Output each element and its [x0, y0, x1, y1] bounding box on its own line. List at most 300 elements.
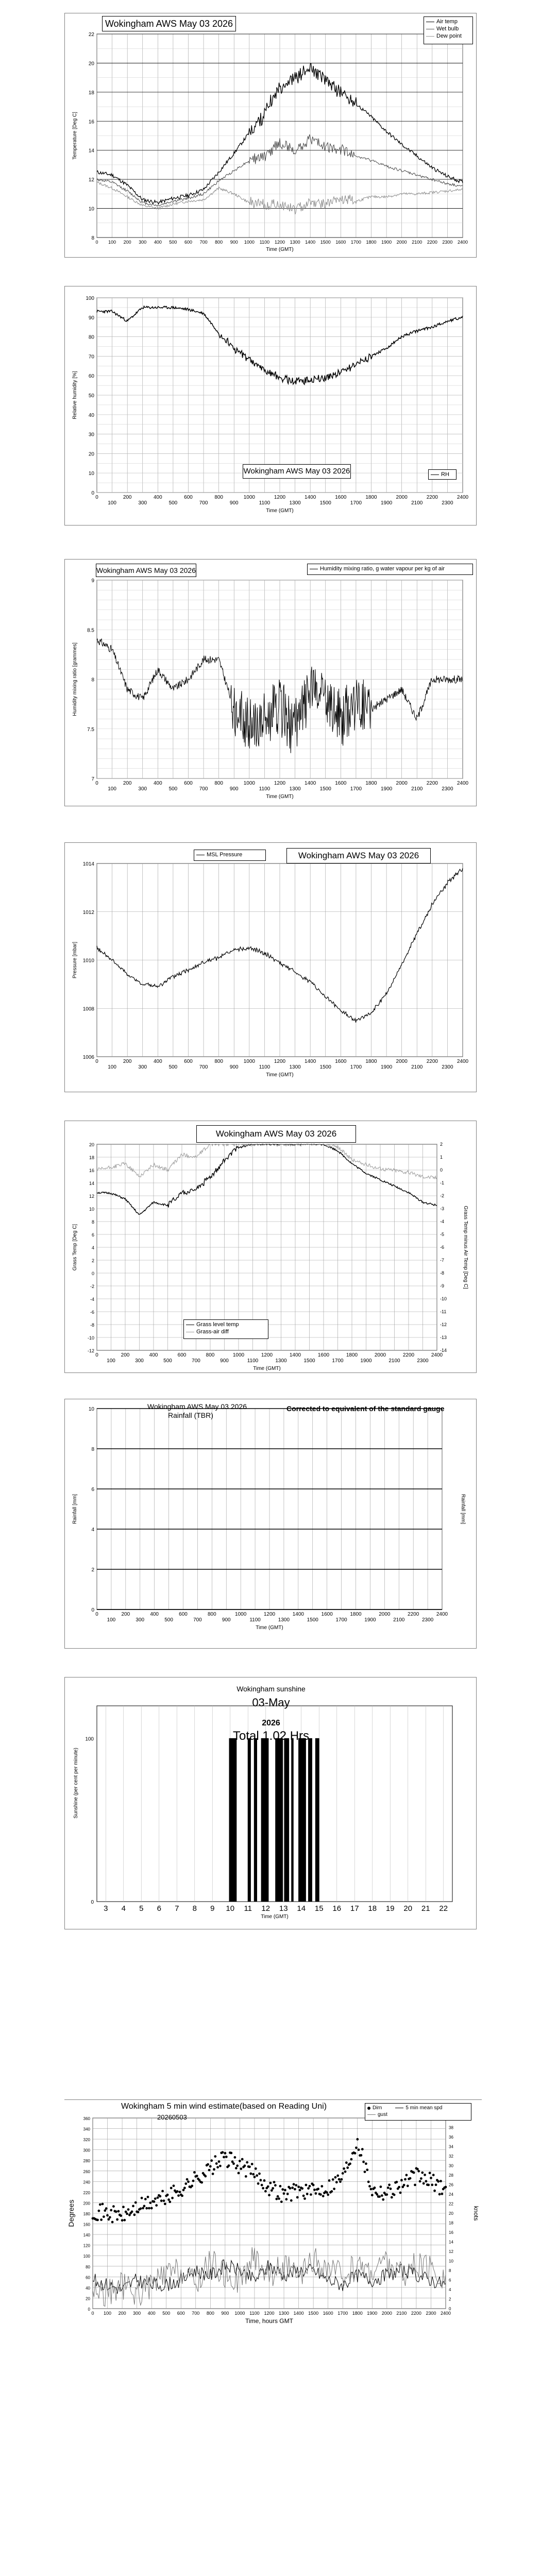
y-tick-label: 1012 — [82, 909, 94, 916]
direction-point — [110, 2209, 112, 2212]
pressure-chart — [65, 843, 477, 1093]
direction-point — [368, 2185, 371, 2188]
direction-point — [295, 2184, 297, 2187]
x-tick-label: 1700 — [332, 1358, 344, 1364]
x-tick-label: 1000 — [234, 2311, 245, 2316]
direction-point — [123, 2219, 126, 2222]
y-tick-label: 18 — [88, 90, 94, 96]
direction-point — [437, 2180, 439, 2183]
direction-point — [214, 2155, 216, 2158]
direction-point — [210, 2159, 213, 2162]
y-tick-label: 8 — [91, 235, 94, 241]
x-tick-label: 1200 — [263, 1612, 276, 1617]
y2-tick-label: 10 — [449, 2259, 453, 2264]
direction-point — [155, 2204, 158, 2207]
y-tick-label: 8 — [91, 677, 94, 683]
direction-point — [291, 2187, 294, 2189]
x-tick-label: 1500 — [319, 500, 331, 506]
x-tick-label: 1100 — [259, 500, 270, 506]
legend-wet-bulb: Wet bulb — [436, 26, 459, 32]
direction-point — [106, 2214, 109, 2217]
x-tick-label: 800 — [207, 1612, 216, 1617]
direction-point — [213, 2168, 215, 2171]
legend-dew-point: Dew point — [436, 33, 462, 39]
direction-point — [289, 2187, 292, 2190]
y-tick-label: 16 — [88, 119, 94, 125]
direction-point — [108, 2218, 110, 2221]
y-tick-label: 8.5 — [87, 628, 94, 634]
direction-point — [139, 2208, 142, 2210]
y-axis-label: Grass Temp [Deg C] — [72, 1224, 78, 1271]
x-tick-label: 700 — [199, 240, 208, 245]
x-tick-label: 900 — [222, 1617, 231, 1623]
direction-point — [192, 2180, 195, 2182]
x-tick-label: 2000 — [381, 2311, 392, 2316]
sunshine-bar — [261, 1738, 268, 1902]
x-tick-label: 1600 — [335, 240, 346, 245]
y-tick-label: 10 — [88, 1406, 94, 1412]
x-tick-label: 11 — [244, 1904, 252, 1913]
sunshine-bar — [248, 1738, 250, 1902]
y2-tick-label: 2 — [440, 1142, 443, 1147]
direction-point — [307, 2187, 310, 2190]
x-tick-label: 2400 — [457, 1059, 469, 1064]
y-tick-label: 30 — [88, 432, 94, 438]
y-tick-label: 4 — [91, 1245, 94, 1250]
y-tick-label: 10 — [89, 1207, 94, 1212]
y2-tick-label: 12 — [449, 2249, 453, 2254]
direction-point — [150, 2207, 153, 2210]
direction-point — [370, 2188, 373, 2191]
direction-point — [264, 2190, 267, 2193]
mixing-ratio-chart — [65, 560, 477, 807]
x-tick-label: 1800 — [365, 1059, 377, 1064]
direction-point — [404, 2178, 407, 2181]
direction-point — [388, 2183, 391, 2186]
direction-point — [103, 2215, 105, 2218]
x-tick-label: 3 — [104, 1904, 108, 1913]
y-tick-label: 220 — [83, 2190, 90, 2195]
direction-point — [381, 2194, 383, 2197]
y-tick-label: 120 — [83, 2243, 90, 2248]
direction-point — [253, 2176, 256, 2178]
chart-title: Wokingham AWS May 03 2026 — [147, 1402, 247, 1411]
x-tick-label: 900 — [229, 786, 239, 792]
y2-tick-label: 16 — [449, 2230, 453, 2235]
y-tick-label: 340 — [83, 2127, 90, 2132]
x-tick-label: 1100 — [249, 2311, 260, 2316]
direction-point — [256, 2174, 258, 2177]
y2-tick-label: 8 — [449, 2268, 451, 2273]
chart-title: Wokingham AWS May 03 2026 — [196, 1125, 356, 1143]
x-tick-label: 1400 — [292, 1612, 304, 1617]
direction-point — [235, 2167, 238, 2170]
direction-point — [283, 2192, 285, 2195]
x-tick-label: 1100 — [259, 786, 270, 792]
chart-year: 2026 — [262, 1719, 280, 1727]
direction-point — [391, 2196, 393, 2199]
direction-point — [435, 2183, 437, 2186]
x-tick-label: 2200 — [426, 495, 438, 500]
y-tick-label: 2 — [91, 1567, 94, 1573]
x-tick-label: 1900 — [360, 1358, 372, 1364]
x-tick-label: 4 — [121, 1904, 126, 1913]
x-tick-label: 300 — [133, 2311, 141, 2316]
x-tick-label: 600 — [184, 781, 193, 786]
direction-point — [365, 2162, 367, 2165]
direction-point — [294, 2188, 296, 2191]
direction-point — [380, 2185, 382, 2188]
direction-point — [143, 2205, 146, 2208]
x-tick-label: 1000 — [235, 1612, 247, 1617]
direction-point — [431, 2183, 433, 2186]
x-tick-label: 0 — [95, 781, 98, 786]
x-axis-label: Time (GMT) — [266, 247, 294, 252]
x-tick-label: 1600 — [335, 495, 347, 500]
y2-tick-label: 2 — [449, 2297, 451, 2302]
x-tick-label: 200 — [121, 1352, 130, 1358]
pressure-chart-panel — [64, 842, 477, 1092]
x-tick-label: 1200 — [274, 781, 286, 786]
chart-legend — [183, 1319, 268, 1339]
x-tick-label: 200 — [123, 1059, 132, 1064]
x-tick-label: 900 — [220, 1358, 229, 1364]
x-tick-label: 900 — [221, 2311, 229, 2316]
x-tick-label: 600 — [184, 495, 193, 500]
y-tick-label: 20 — [89, 1142, 94, 1147]
legend-grass-air-diff: Grass-air diff — [196, 1329, 229, 1335]
y-tick-label: 22 — [88, 32, 94, 38]
x-tick-label: 500 — [163, 1358, 172, 1364]
x-tick-label: 400 — [153, 1059, 162, 1064]
direction-point — [309, 2185, 311, 2188]
x-tick-label: 700 — [199, 500, 208, 506]
x-tick-label: 2400 — [457, 781, 469, 786]
direction-point — [286, 2193, 289, 2195]
x-tick-label: 600 — [177, 2311, 185, 2316]
x-tick-label: 2100 — [388, 1358, 400, 1364]
x-tick-label: 1700 — [350, 786, 362, 792]
y2-tick-label: 28 — [449, 2173, 453, 2178]
direction-point — [416, 2168, 419, 2171]
x-tick-label: 800 — [206, 2311, 214, 2316]
y-tick-label: 50 — [88, 393, 94, 399]
y-axis-label: Relative humidity [%] — [72, 371, 78, 419]
x-tick-label: 1900 — [380, 500, 393, 506]
x-tick-label: 1900 — [381, 240, 392, 245]
x-tick-label: 600 — [179, 1612, 188, 1617]
direction-point — [355, 2146, 358, 2149]
direction-point — [232, 2162, 235, 2165]
direction-point — [270, 2189, 273, 2192]
direction-point — [277, 2195, 279, 2198]
x-tick-label: 1000 — [243, 1059, 255, 1064]
direction-point — [246, 2161, 248, 2164]
x-tick-label: 1300 — [279, 2311, 290, 2316]
x-tick-label: 15 — [314, 1904, 324, 1913]
rainfall-chart-panel — [64, 1399, 477, 1649]
direction-point — [212, 2173, 214, 2175]
y2-tick-label: 1 — [440, 1155, 443, 1160]
x-tick-label: 2000 — [396, 240, 407, 245]
chart-title: Wokingham AWS May 03 2026 — [96, 564, 196, 577]
direction-point — [258, 2173, 261, 2175]
y-tick-label: 140 — [83, 2233, 90, 2238]
sunshine-bar — [292, 1738, 293, 1902]
sunshine-bar — [254, 1738, 257, 1902]
legend-air-temp: Air temp — [436, 19, 458, 25]
direction-point — [376, 2193, 378, 2196]
direction-point — [310, 2193, 312, 2196]
x-tick-label: 2100 — [393, 1617, 405, 1623]
direction-point — [439, 2180, 442, 2182]
x-tick-label: 2000 — [379, 1612, 391, 1617]
direction-point — [420, 2177, 422, 2180]
x-tick-label: 500 — [168, 786, 178, 792]
y-tick-label: 320 — [83, 2138, 90, 2143]
x-tick-label: 200 — [118, 2311, 126, 2316]
chart-title: Wokingham AWS May 03 2026 — [102, 16, 236, 31]
y-tick-label: 40 — [86, 2285, 90, 2291]
x-tick-label: 1300 — [289, 1064, 301, 1070]
direction-point — [361, 2148, 364, 2150]
x-tick-label: 1100 — [259, 240, 270, 245]
direction-point — [358, 2148, 360, 2151]
x-tick-label: 1300 — [278, 1617, 290, 1623]
x-tick-label: 700 — [199, 786, 208, 792]
chart-legend — [365, 2103, 471, 2121]
x-tick-label: 2400 — [457, 240, 468, 245]
y-tick-label: 360 — [83, 2116, 90, 2121]
x-tick-label: 1700 — [337, 2311, 348, 2316]
direction-point — [280, 2200, 283, 2203]
x-tick-label: 5 — [139, 1904, 144, 1913]
direction-point — [299, 2189, 301, 2192]
y2-tick-label: 20 — [449, 2211, 453, 2216]
y2-tick-label: -12 — [440, 1322, 447, 1327]
y-tick-label: 7.5 — [87, 726, 94, 733]
y-tick-label: 8 — [91, 1219, 94, 1225]
direction-point — [322, 2195, 325, 2197]
y2-tick-label: 22 — [449, 2201, 453, 2207]
x-tick-label: 700 — [192, 1358, 200, 1364]
direction-point — [362, 2161, 365, 2163]
x-tick-label: 700 — [199, 1064, 208, 1070]
direction-point — [371, 2194, 374, 2196]
direction-point — [99, 2204, 102, 2206]
legend-gust: gust — [378, 2112, 387, 2117]
direction-point — [163, 2199, 165, 2202]
y-axis-label: Rainfall [mm] — [72, 1494, 78, 1524]
chart-date: 03-May — [252, 1696, 290, 1709]
y2-tick-label: -7 — [440, 1258, 445, 1263]
sunshine-bar — [229, 1738, 236, 1902]
x-axis-label: Time (GMT) — [266, 1072, 294, 1078]
direction-point — [346, 2166, 349, 2169]
direction-point — [105, 2207, 108, 2210]
direction-point — [126, 2213, 128, 2215]
x-tick-label: 1900 — [380, 1064, 393, 1070]
direction-point — [142, 2207, 144, 2210]
y2-tick-label: 0 — [440, 1167, 443, 1173]
x-tick-label: 2200 — [411, 2311, 421, 2316]
y2-tick-label: 0 — [449, 2307, 451, 2311]
x-tick-label: 100 — [108, 240, 116, 245]
direction-point — [207, 2163, 209, 2166]
temperature-chart — [65, 13, 477, 258]
direction-point — [345, 2161, 348, 2164]
direction-point — [419, 2180, 421, 2183]
direction-point — [413, 2172, 415, 2174]
direction-point — [109, 2216, 111, 2218]
direction-point — [320, 2185, 323, 2188]
direction-point — [344, 2171, 347, 2173]
y-tick-label: 40 — [88, 412, 94, 418]
direction-point — [117, 2210, 120, 2213]
direction-point — [315, 2192, 317, 2195]
x-tick-label: 100 — [104, 2311, 112, 2316]
direction-point — [179, 2191, 181, 2193]
x-tick-label: 100 — [108, 1064, 116, 1070]
y-tick-label: 0 — [91, 1900, 94, 1905]
x-tick-label: 2200 — [426, 781, 438, 786]
x-tick-label: 400 — [150, 1612, 159, 1617]
x-tick-label: 1200 — [274, 1059, 286, 1064]
x-tick-label: 800 — [206, 1352, 215, 1358]
direction-point — [349, 2162, 351, 2165]
x-tick-label: 1700 — [350, 240, 361, 245]
y-tick-label: 20 — [88, 451, 94, 457]
direction-point — [312, 2184, 315, 2187]
y-tick-label: 80 — [86, 2264, 90, 2269]
direction-point — [160, 2199, 163, 2202]
direction-point — [122, 2206, 125, 2208]
chart-title: Wokingham 5 min wind estimate(based on Reading Uni) — [121, 2102, 327, 2111]
sunshine-bar — [276, 1738, 283, 1902]
direction-point — [342, 2172, 344, 2175]
x-tick-label: 0 — [95, 495, 98, 500]
direction-point — [208, 2169, 211, 2172]
x-tick-label: 1800 — [346, 1352, 358, 1358]
direction-point — [293, 2183, 295, 2185]
direction-point — [100, 2218, 103, 2221]
y-tick-label: 0 — [91, 1271, 94, 1276]
direction-point — [238, 2172, 240, 2175]
direction-point — [132, 2205, 134, 2208]
y-tick-label: 100 — [83, 2254, 90, 2259]
x-tick-label: 17 — [350, 1904, 359, 1913]
direction-point — [328, 2179, 331, 2182]
legend-mean-speed: 5 min mean spd — [405, 2105, 443, 2111]
chart-total: Total 1.02 Hrs — [232, 1729, 310, 1743]
direction-point — [148, 2207, 150, 2210]
x-tick-label: 6 — [157, 1904, 161, 1913]
direction-point — [302, 2195, 305, 2197]
direction-point — [336, 2175, 339, 2177]
y2-tick-label: -3 — [440, 1206, 445, 1211]
x-tick-label: 1800 — [365, 495, 377, 500]
chart-title: Wokingham sunshine — [236, 1685, 306, 1693]
y-tick-label: 4 — [91, 1527, 94, 1533]
y-tick-label: 18 — [89, 1155, 94, 1160]
y-tick-label: 10 — [88, 206, 94, 212]
wind-chart-panel — [64, 2099, 482, 2352]
sunshine-chart — [65, 1677, 477, 1930]
x-tick-label: 2000 — [374, 1352, 386, 1358]
x-tick-label: 1700 — [350, 500, 362, 506]
y-tick-label: 2 — [91, 1258, 94, 1263]
direction-point — [159, 2195, 161, 2198]
direction-point — [313, 2189, 316, 2191]
y-tick-label: 6 — [91, 1232, 94, 1238]
direction-point — [403, 2184, 405, 2187]
x-tick-label: 200 — [123, 781, 132, 786]
direction-point — [249, 2173, 252, 2175]
y-tick-label: 9 — [91, 578, 94, 584]
direction-point — [219, 2165, 222, 2167]
x-tick-label: 100 — [107, 1617, 116, 1623]
x-axis-label: Time (GMT) — [266, 794, 294, 800]
sunshine-bar — [309, 1738, 312, 1902]
x-tick-label: 1600 — [335, 1059, 347, 1064]
direction-point — [433, 2190, 436, 2192]
x-tick-label: 900 — [229, 1064, 239, 1070]
direction-point — [374, 2187, 376, 2189]
x-tick-label: 2200 — [408, 1612, 419, 1617]
x-tick-label: 20 — [403, 1904, 413, 1913]
direction-point — [339, 2180, 342, 2183]
direction-point — [177, 2194, 180, 2197]
direction-point — [332, 2178, 334, 2181]
direction-point — [281, 2188, 284, 2191]
direction-point — [354, 2152, 357, 2155]
y-tick-label: 200 — [83, 2201, 90, 2206]
x-tick-label: 2100 — [411, 500, 423, 506]
x-tick-label: 1600 — [323, 2311, 333, 2316]
direction-point — [167, 2198, 170, 2201]
direction-point — [257, 2182, 260, 2185]
x-tick-label: 500 — [169, 240, 177, 245]
direction-point — [244, 2164, 246, 2167]
x-tick-label: 400 — [153, 781, 162, 786]
y-tick-label: -10 — [87, 1335, 94, 1341]
direction-point — [405, 2174, 408, 2176]
direction-point — [112, 2205, 115, 2208]
direction-point — [326, 2191, 328, 2194]
x-tick-label: 800 — [214, 495, 224, 500]
x-tick-label: 1000 — [232, 1352, 245, 1358]
x-tick-label: 7 — [175, 1904, 179, 1913]
direction-point — [279, 2185, 282, 2188]
direction-point — [200, 2181, 203, 2184]
direction-point — [425, 2180, 428, 2182]
sunshine-bar — [315, 1738, 319, 1902]
direction-point — [131, 2210, 133, 2213]
sunshine-bar — [284, 1738, 289, 1902]
y-axis-label: Degrees — [67, 2199, 75, 2227]
y2-tick-label: -2 — [440, 1193, 445, 1198]
x-tick-label: 1300 — [275, 1358, 287, 1364]
y2-tick-label: -9 — [440, 1283, 445, 1289]
x-tick-label: 300 — [135, 1358, 144, 1364]
direction-point — [427, 2184, 430, 2187]
y-tick-label: 60 — [86, 2275, 90, 2280]
direction-point — [343, 2167, 345, 2170]
y2-tick-label: 6 — [449, 2278, 451, 2283]
y-tick-label: 6 — [91, 1487, 94, 1493]
direction-point — [398, 2186, 400, 2189]
direction-point — [120, 2214, 122, 2217]
